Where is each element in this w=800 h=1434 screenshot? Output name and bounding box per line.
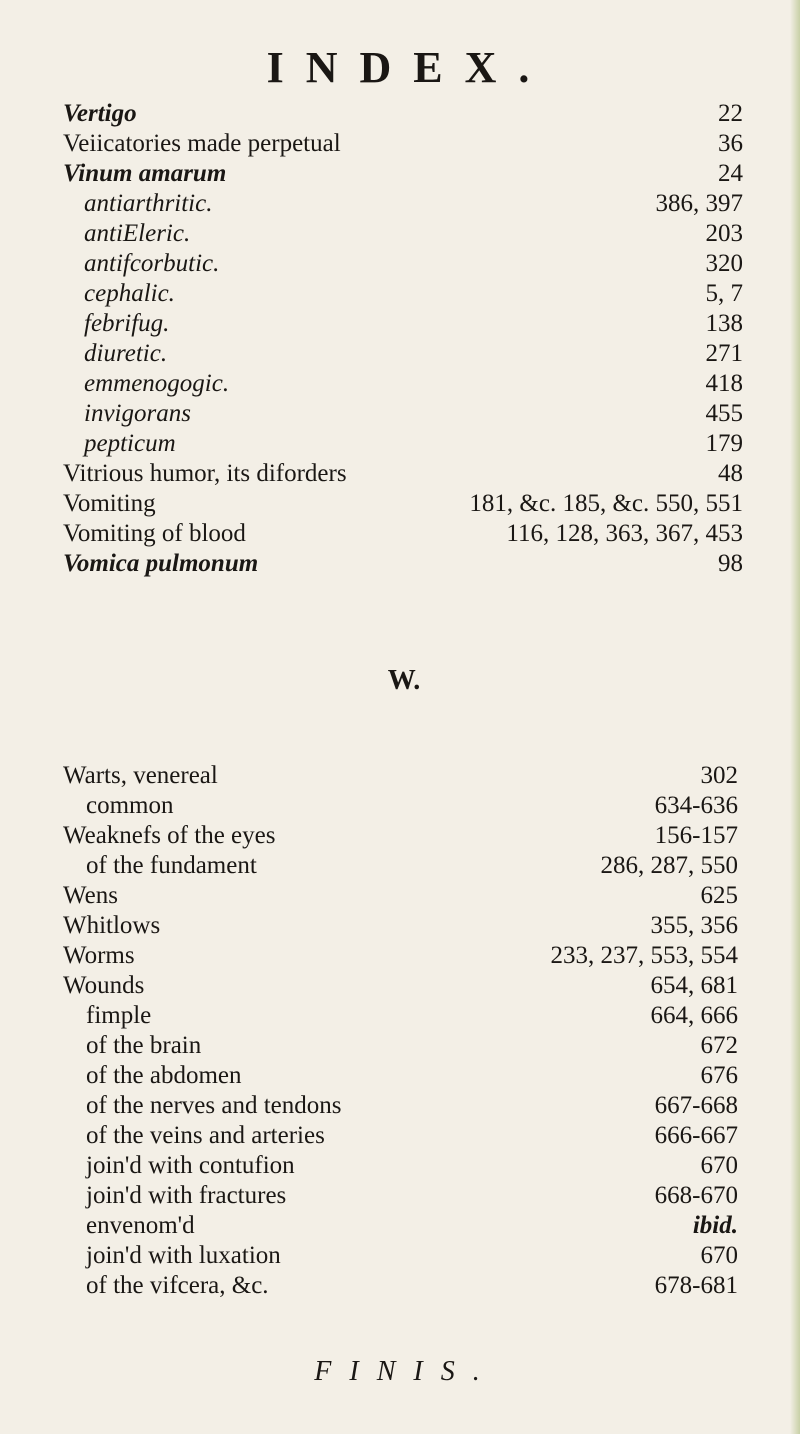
- entry-label: Veiicatories made perpetual: [63, 130, 341, 157]
- entry-label: Vomiting: [63, 490, 156, 517]
- entry-label: of the nerves and tendons: [86, 1092, 342, 1119]
- page-edge: [790, 0, 800, 1434]
- entry-label: of the fundament: [86, 852, 257, 879]
- finis-footer: FINIS.: [314, 1356, 498, 1387]
- entry-pages: 203: [705, 220, 743, 247]
- entry-label: invigorans: [84, 400, 191, 427]
- entry-pages: 676: [700, 1062, 738, 1089]
- entry-label: diuretic.: [84, 340, 168, 367]
- entry-pages: 664, 666: [650, 1002, 738, 1029]
- entry-pages: 667-668: [654, 1092, 738, 1119]
- entry-pages: 672: [700, 1032, 738, 1059]
- entry-pages: 670: [700, 1152, 738, 1179]
- entry-pages: 678-681: [654, 1272, 738, 1299]
- entry-label: emmenogogic.: [84, 370, 230, 397]
- entry-label: of the veins and arteries: [86, 1122, 325, 1149]
- entry-label: join'd with fractures: [86, 1182, 287, 1209]
- entry-pages: 5, 7: [705, 280, 743, 307]
- entry-label: antiarthritic.: [84, 190, 213, 217]
- entry-pages: 181, &c. 185, &c. 550, 551: [469, 490, 743, 517]
- entry-label: join'd with contufion: [86, 1152, 295, 1179]
- entry-label: of the brain: [86, 1032, 202, 1059]
- entry-pages: 670: [700, 1242, 738, 1269]
- entry-pages: 386, 397: [655, 190, 743, 217]
- entry-pages: 418: [705, 370, 743, 397]
- entry-label: Wounds: [63, 972, 145, 999]
- entry-pages: 98: [718, 550, 743, 577]
- index-entry: [0, 1268, 800, 1304]
- entry-pages: 302: [700, 762, 738, 789]
- entry-label: cephalic.: [84, 280, 175, 307]
- entry-label: of the vifcera, &c.: [86, 1272, 269, 1299]
- entry-label: Worms: [63, 942, 135, 969]
- entry-label: Weaknefs of the eyes: [63, 822, 276, 849]
- entry-pages: 668-670: [654, 1182, 738, 1209]
- entry-pages: 455: [705, 400, 743, 427]
- entry-pages: 286, 287, 550: [600, 852, 738, 879]
- entry-label: antiEleric.: [84, 220, 191, 247]
- entry-label: Warts, venereal: [63, 762, 218, 789]
- entry-pages: 138: [705, 310, 743, 337]
- entry-pages: 271: [705, 340, 743, 367]
- entry-label: Wens: [63, 882, 118, 909]
- entry-label: Vinum amarum: [63, 160, 227, 187]
- section-heading: W.: [387, 665, 421, 696]
- entry-pages: 36: [718, 130, 743, 157]
- entry-pages: 156-157: [654, 822, 738, 849]
- entry-label: Vitrious humor, its diforders: [63, 460, 347, 487]
- entry-pages: 355, 356: [650, 912, 738, 939]
- entry-pages: 634-636: [654, 792, 738, 819]
- entry-label: antifcorbutic.: [84, 250, 220, 277]
- entry-label: fimple: [86, 1002, 152, 1029]
- entry-pages: 666-667: [654, 1122, 738, 1149]
- entry-label: pepticum: [84, 430, 176, 457]
- entry-pages: 24: [718, 160, 743, 187]
- entry-pages: 233, 237, 553, 554: [550, 942, 738, 969]
- entry-label: Vertigo: [63, 100, 137, 127]
- entry-label: Whitlows: [63, 912, 161, 939]
- entry-label: Vomica pulmonum: [63, 550, 259, 577]
- entry-pages: ibid.: [692, 1212, 738, 1239]
- entry-label: of the abdomen: [86, 1062, 242, 1089]
- entry-pages: 625: [700, 882, 738, 909]
- entry-label: common: [86, 792, 174, 819]
- index-entry: [0, 546, 800, 582]
- entry-label: join'd with luxation: [86, 1242, 281, 1269]
- entry-pages: 116, 128, 363, 367, 453: [506, 520, 743, 547]
- entry-pages: 22: [718, 100, 743, 127]
- entry-label: febrifug.: [84, 310, 170, 337]
- entry-label: envenom'd: [86, 1212, 195, 1239]
- entry-pages: 179: [705, 430, 743, 457]
- page-title: INDEX.: [266, 43, 552, 92]
- entry-label: Vomiting of blood: [63, 520, 246, 547]
- entry-pages: 48: [718, 460, 743, 487]
- entry-pages: 320: [705, 250, 743, 277]
- entry-pages: 654, 681: [650, 972, 738, 999]
